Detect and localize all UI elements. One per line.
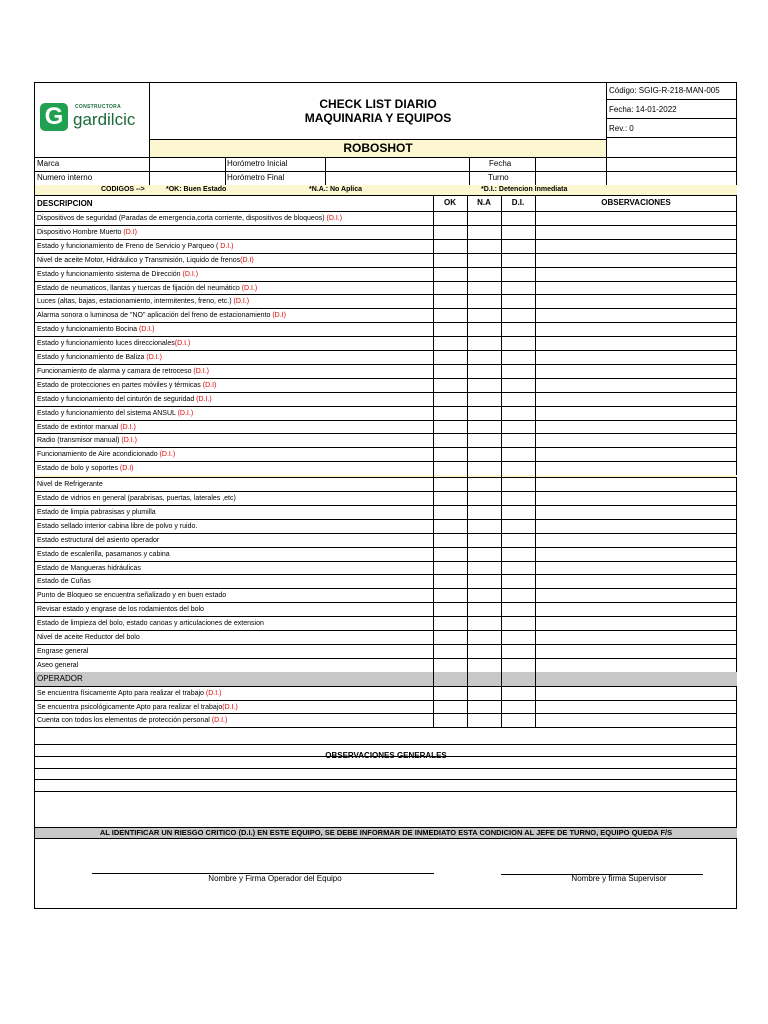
item-di-tag: (D.I.) [326,215,343,222]
check-cell-di[interactable] [501,561,535,575]
check-cell-di[interactable] [501,519,535,533]
check-cell-na[interactable] [467,561,501,575]
item-text: Estado y funcionamiento Bocina [37,326,139,334]
item-text: Funcionamiento de alarma y camara de retroceso [37,367,194,375]
item-di-tag: (D.I.) [205,689,222,697]
check-cell-ok[interactable] [433,505,467,519]
observation-cell[interactable] [535,308,737,322]
check-cell-na[interactable] [467,225,501,239]
check-cell-ok[interactable] [433,588,467,602]
item-di-tag: (D.I.) [138,326,155,334]
doc-code: Código: SGIG-R-218-MAN-005 [609,86,720,95]
check-cell-ok[interactable] [433,519,467,533]
observation-cell[interactable] [535,519,737,533]
field-fecha: Fecha [489,159,512,168]
check-cell-na[interactable] [467,267,501,281]
check-cell-na[interactable] [467,588,501,602]
check-cell-di[interactable] [501,225,535,239]
item-text: Se encuentra psicológicamente Apto para realizar el trabajo [37,703,223,711]
checklist-row: Punto de Bloqueo se encuentra señalizado y en buen estado [37,592,227,600]
item-text: Estado y funcionamiento sistema de Dirección [37,270,183,278]
check-cell-na[interactable] [467,574,501,588]
check-cell-ok[interactable] [433,461,467,475]
check-cell-ok[interactable] [433,267,467,281]
item-text: Estado de protecciones en partes móviles y térmicas [37,381,203,389]
item-di-tag: (D.I.) [182,270,199,278]
observation-cell[interactable] [535,392,737,406]
check-cell-ok[interactable] [433,686,467,700]
operador-section-label: OPERADOR [37,673,83,683]
check-cell-na[interactable] [467,294,501,308]
check-cell-di[interactable] [501,336,535,350]
observation-cell[interactable] [535,267,737,281]
item-di-tag: (D.I.) [159,451,176,459]
check-cell-na[interactable] [467,658,501,672]
item-text: Se encuentra físicamente Apto para realizar el trabajo [37,689,206,697]
item-di-tag: (D.I.) [222,703,238,711]
item-text: Estado y funcionamiento del cinturón de seguridad [37,395,197,403]
checklist-row: Engrase general [37,647,89,655]
checklist-row [37,285,257,292]
page-title [150,97,606,125]
item-text: Estado de neumaticos, llantas y tuercas de fijación del neumático [37,284,242,292]
observation-cell[interactable] [535,378,737,392]
checklist-row [37,382,216,389]
check-cell-na[interactable] [467,491,501,505]
check-cell-na[interactable] [467,406,501,420]
checklist-row: Estado sellado interior cabina libre de polvo y ruido. [37,522,198,530]
item-di-tag: (D.I) [240,256,254,264]
item-text: Dispositivo Hombre Muerto [37,228,124,236]
col-na: N.A [477,198,491,207]
check-cell-ok[interactable] [433,533,467,547]
check-cell-di[interactable] [501,630,535,644]
observation-cell[interactable] [535,533,737,547]
observation-cell[interactable] [535,713,737,727]
observation-cell[interactable] [535,561,737,575]
check-cell-ok[interactable] [433,350,467,364]
item-di-tag: (D.I.) [120,423,136,431]
item-text: Estado y funcionamiento del sistema ANSUL [37,409,178,417]
supervisor-signature-label: Nombre y firma Supervisor [571,874,667,883]
check-cell-ok[interactable] [433,239,467,253]
check-cell-ok[interactable] [433,281,467,295]
checklist-row: Estado de Cuñas [37,578,91,586]
check-cell-ok[interactable] [433,477,467,491]
check-cell-di[interactable] [501,433,535,447]
checklist-row [37,312,286,319]
observation-cell[interactable] [535,658,737,672]
check-cell-ok[interactable] [433,644,467,658]
item-di-tag: (D.I) [123,228,137,236]
checklist-row: Nivel de Refrigerante [37,481,103,489]
codes-label: CODIGOS --> [101,186,145,193]
check-cell-ok[interactable] [433,322,467,336]
operator-row [37,717,227,724]
observation-cell[interactable] [535,700,737,714]
col-di: D.I. [511,198,525,207]
warning-band: AL IDENTIFICAR UN RIESGO CRITICO (D.I.) EN ESTE EQUIPO, SE DEBE INFORMAR DE INMEDIATO ESTA CONDICION AL JEFE DE TURNO, EQUIPO QUEDA F/S [35,827,737,838]
checklist-row [37,437,137,444]
operator-row [37,704,238,711]
equipment-name: ROBOSHOT [150,139,606,157]
check-cell-ok[interactable] [433,211,467,225]
check-cell-ok[interactable] [433,364,467,378]
code-na: *N.A.: No Aplica [309,186,363,193]
code-ok: *OK: Buen Estado [166,186,227,193]
checklist-row [37,340,190,347]
check-cell-na[interactable] [467,447,501,461]
col-descripcion: DESCRIPCION [37,199,93,208]
observation-cell[interactable] [535,547,737,561]
observation-cell[interactable] [535,433,737,447]
item-di-tag: (D.I) [272,312,286,320]
check-cell-di[interactable] [501,294,535,308]
check-cell-ok[interactable] [433,225,467,239]
item-di-tag: (D.I.) [193,367,209,375]
observation-cell[interactable] [535,336,737,350]
checklist-row [37,298,249,305]
check-cell-ok[interactable] [433,616,467,630]
check-cell-na[interactable] [467,533,501,547]
check-cell-di[interactable] [501,267,535,281]
code-di: *D.I.: Detencion Inmediata [481,186,568,193]
observation-cell[interactable] [535,364,737,378]
observaciones-generales-title: OBSERVACIONES GENERALES [325,751,447,760]
check-cell-ok[interactable] [433,378,467,392]
field-horometro-inicial: Horómetro Inicial [227,159,288,168]
observation-cell[interactable] [535,239,737,253]
observation-cell[interactable] [535,505,737,519]
item-text: Radio (transmisor manual) [37,437,122,445]
check-cell-na[interactable] [467,211,501,225]
check-cell-di[interactable] [501,350,535,364]
check-cell-di[interactable] [501,588,535,602]
check-cell-na[interactable] [467,308,501,322]
check-cell-di[interactable] [501,700,535,714]
item-text: Estado de extintor manual [37,423,121,431]
check-cell-na[interactable] [467,433,501,447]
check-cell-na[interactable] [467,350,501,364]
observation-cell[interactable] [535,447,737,461]
check-cell-na[interactable] [467,336,501,350]
check-cell-di[interactable] [501,616,535,630]
title-line-1: CHECK LIST DIARIO [319,97,437,111]
item-text: Estado de bolo y soportes [37,465,120,473]
logo-company-name: gardilcic [73,110,136,129]
check-cell-di[interactable] [501,392,535,406]
check-cell-na[interactable] [467,378,501,392]
check-cell-na[interactable] [467,700,501,714]
observation-cell[interactable] [535,588,737,602]
check-cell-na[interactable] [467,519,501,533]
check-cell-ok[interactable] [433,561,467,575]
observation-cell[interactable] [535,616,737,630]
check-cell-na[interactable] [467,461,501,475]
observation-cell[interactable] [535,630,737,644]
item-di-tag: (D.I.) [196,395,212,403]
col-observaciones: OBSERVACIONES [601,198,671,207]
check-cell-ok[interactable] [433,547,467,561]
observation-cell[interactable] [535,574,737,588]
check-cell-di[interactable] [501,602,535,616]
observation-cell[interactable] [535,406,737,420]
observation-cell[interactable] [535,602,737,616]
doc-date: Fecha: 14-01-2022 [609,105,677,114]
observation-cell[interactable] [535,461,737,475]
check-cell-ok[interactable] [433,420,467,434]
check-cell-na[interactable] [467,364,501,378]
observation-cell[interactable] [535,420,737,434]
check-cell-di[interactable] [501,477,535,491]
item-text: Estado y funcionamiento luces direccionales [37,340,175,348]
check-cell-na[interactable] [467,281,501,295]
observation-cell[interactable] [535,477,737,491]
check-cell-ok[interactable] [433,392,467,406]
checklist-row [37,271,198,278]
check-cell-di[interactable] [501,378,535,392]
checklist-row [37,368,209,375]
checklist-row: Estado estructural del asiento operador [37,536,160,544]
item-text: Funcionamiento de Aire acondicionado [37,451,160,459]
company-logo [38,101,148,135]
check-cell-di[interactable] [501,461,535,475]
item-di-tag: (D.I.) [211,717,228,725]
check-cell-di[interactable] [501,547,535,561]
checklist-row [37,451,175,458]
check-cell-ok[interactable] [433,253,467,267]
checklist-row [37,410,193,417]
logo-company-small: CONSTRUCTORA [75,104,122,110]
check-cell-ok[interactable] [433,700,467,714]
check-cell-di[interactable] [501,308,535,322]
observation-cell[interactable] [535,491,737,505]
check-cell-na[interactable] [467,686,501,700]
item-di-tag: (D.I.) [174,340,191,348]
check-cell-di[interactable] [501,406,535,420]
check-cell-na[interactable] [467,602,501,616]
check-cell-na[interactable] [467,322,501,336]
check-cell-na[interactable] [467,547,501,561]
check-cell-di[interactable] [501,533,535,547]
observation-cell[interactable] [535,281,737,295]
item-text: Luces (altas, bajas, estacionamiento, intermitentes, freno, etc.) [37,298,234,306]
field-marca: Marca [37,159,60,168]
checklist-row: Estado de limpia pabrasisas y plumilla [37,508,156,516]
checklist-row: Nivel de aceite Reductor del bolo [37,634,140,641]
check-cell-na[interactable] [467,239,501,253]
check-cell-di[interactable] [501,253,535,267]
item-text: Nivel de aceite Motor, Hidráulico y Transmisión, Liquido de frenos [37,256,241,264]
check-cell-di[interactable] [501,239,535,253]
observation-cell[interactable] [535,253,737,267]
codes-band [35,185,737,195]
item-di-tag: (D.I) [202,381,217,389]
item-text: Alarma sonora o luminosa de "NO" aplicación del freno de estacionamiento [37,312,273,320]
item-di-tag: (D.I.) [233,298,250,306]
observation-cell[interactable] [535,644,737,658]
checklist-row [37,354,162,361]
checklist-row [37,424,136,431]
logo-g-icon: G [40,103,68,131]
item-di-tag-close: ) [231,242,234,250]
check-cell-di[interactable] [501,658,535,672]
item-di-tag: (D.I.) [177,409,194,417]
check-cell-di[interactable] [501,211,535,225]
observation-cell[interactable] [535,686,737,700]
check-cell-na[interactable] [467,505,501,519]
doc-rev: Rev.: 0 [609,124,634,133]
title-line-2: MAQUINARIA Y EQUIPOS [304,111,452,125]
item-text: Estado y funcionamiento de Freno de Servicio y Parqueo ( [37,242,221,250]
field-numero-interno: Numero interno [37,173,93,182]
checklist-row: Estado de escalerilla, pasamanos y cabina [37,550,170,558]
item-text: Cuenta con todos los elementos de protección personal [37,717,212,725]
check-cell-di[interactable] [501,644,535,658]
check-cell-di[interactable] [501,713,535,727]
check-cell-di[interactable] [501,420,535,434]
col-ok: OK [444,198,456,207]
item-di-tag: (D.I) [119,465,134,473]
check-cell-di[interactable] [501,447,535,461]
check-cell-ok[interactable] [433,336,467,350]
field-turno: Turno [488,173,509,182]
check-cell-di[interactable] [501,491,535,505]
check-cell-ok[interactable] [433,713,467,727]
checklist-row [37,396,212,403]
observation-cell[interactable] [535,322,737,336]
check-cell-ok[interactable] [433,433,467,447]
checklist-row: Estado de Mangueras hidráulicas [37,564,141,572]
check-cell-ok[interactable] [433,574,467,588]
item-text: Estado y funcionamiento de Baliza [37,354,147,361]
check-cell-na[interactable] [467,713,501,727]
check-cell-di[interactable] [501,281,535,295]
observation-cell[interactable] [535,294,737,308]
check-cell-di[interactable] [501,574,535,588]
check-cell-na[interactable] [467,392,501,406]
check-cell-di[interactable] [501,322,535,336]
observation-cell[interactable] [535,350,737,364]
check-cell-ok[interactable] [433,294,467,308]
checklist-row: Estado de limpieza del bolo, estado canoas y articulaciones de extension [37,620,264,628]
check-cell-ok[interactable] [433,491,467,505]
checklist-row [37,257,254,264]
check-cell-ok[interactable] [433,447,467,461]
check-cell-na[interactable] [467,630,501,644]
check-cell-na[interactable] [467,420,501,434]
check-cell-ok[interactable] [433,658,467,672]
check-cell-ok[interactable] [433,602,467,616]
check-cell-na[interactable] [467,253,501,267]
checklist-row: Revisar estado y engrase de los rodamientos del bolo [37,606,204,614]
check-cell-di[interactable] [501,364,535,378]
checklist-row [37,229,137,236]
operator-signature-label: Nombre y Firma Operador del Equipo [208,874,342,883]
checklist-row [37,465,134,472]
check-cell-ok[interactable] [433,630,467,644]
check-cell-ok[interactable] [433,308,467,322]
check-cell-di[interactable] [501,686,535,700]
checklist-row: Aseo general [37,661,79,669]
operator-row [37,690,221,697]
item-di-tag: (D.I.) [146,354,162,361]
check-cell-na[interactable] [467,616,501,630]
checklist-row [37,326,155,333]
item-text: Dispositivos de seguridad (Paradas de emergencia,corta corriente, dispositivos de bloqueos) [37,215,327,222]
check-cell-di[interactable] [501,505,535,519]
observation-cell[interactable] [535,211,737,225]
field-horometro-final: Horómetro Final [227,173,285,182]
checklist-form [34,82,737,909]
checklist-row [37,215,342,222]
item-di-tag: (D.I.) [241,284,258,292]
checklist-row [37,243,234,250]
item-di-tag: D.I. [220,242,232,250]
checklist-row: Estado de vidrios en general (parabrisas, puertas, laterales ,etc) [37,495,236,502]
observation-cell[interactable] [535,225,737,239]
check-cell-na[interactable] [467,644,501,658]
check-cell-ok[interactable] [433,406,467,420]
check-cell-na[interactable] [467,477,501,491]
item-di-tag: (D.I.) [121,437,137,445]
